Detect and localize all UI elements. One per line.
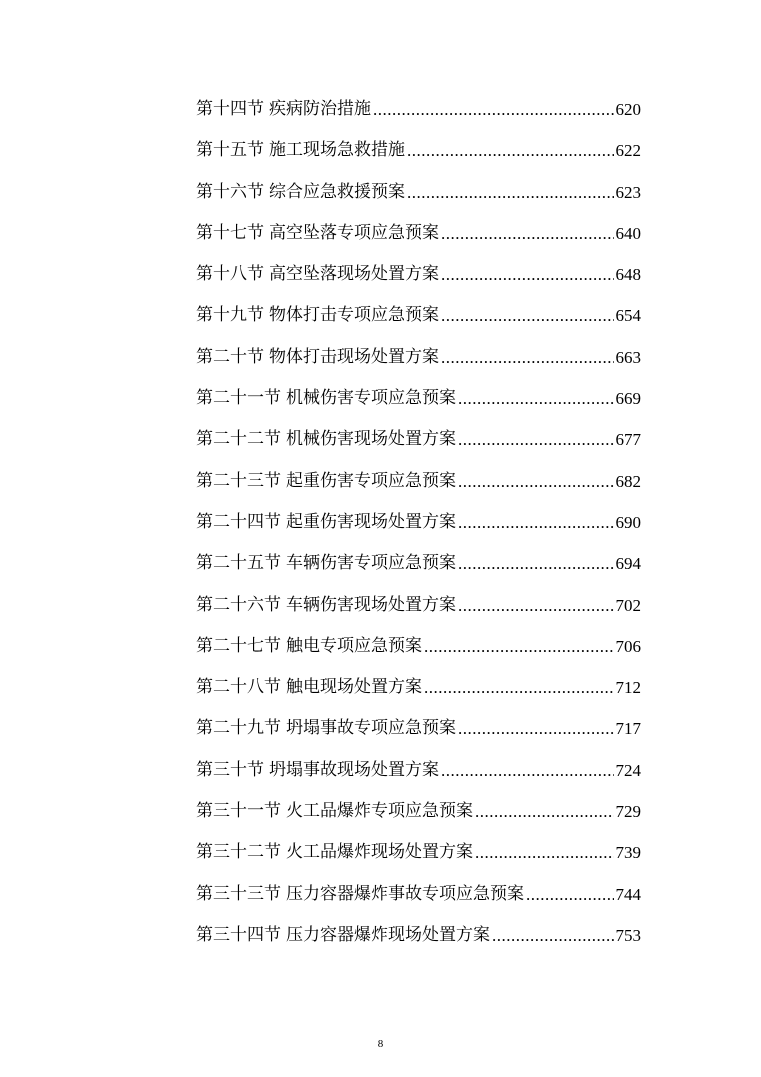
toc-dot-leader: [424, 626, 614, 667]
page-number: 8: [377, 1038, 384, 1050]
toc-entry[interactable]: [196, 667, 641, 708]
toc-page-number: 663: [615, 347, 641, 367]
toc-page-number: 690: [615, 512, 641, 532]
toc-section-number: 第三十一节: [196, 801, 281, 822]
toc-title: 压力容器爆炸事故专项应急预案: [286, 883, 524, 904]
toc-section-number: 第三十三节: [196, 883, 281, 904]
toc-dot-leader: [373, 89, 614, 130]
toc-entry[interactable]: [196, 461, 641, 502]
toc-entry[interactable]: [196, 295, 641, 336]
toc-title: 物体打击专项应急预案: [269, 305, 439, 326]
toc-entry[interactable]: [196, 254, 641, 295]
toc-entry[interactable]: [196, 89, 641, 130]
toc-title: 车辆伤害现场处置方案: [286, 594, 456, 615]
toc-title: 起重伤害现场处置方案: [286, 511, 456, 532]
toc-page-number: 702: [615, 595, 641, 615]
toc-entry[interactable]: [196, 543, 641, 584]
toc-entry[interactable]: [196, 874, 641, 915]
toc-entry[interactable]: [196, 750, 641, 791]
toc-page-number: 753: [615, 925, 641, 945]
toc-title: 综合应急救援预案: [269, 181, 405, 202]
toc-entry[interactable]: [196, 419, 641, 460]
toc-section-number: 第十六节: [196, 181, 264, 202]
toc-dot-leader: [458, 461, 614, 502]
toc-title: 施工现场急救措施: [269, 140, 405, 161]
toc-title: 压力容器爆炸现场处置方案: [286, 924, 490, 945]
toc-section-number: 第三十四节: [196, 924, 281, 945]
toc-dot-leader: [441, 254, 614, 295]
toc-dot-leader: [424, 667, 614, 708]
toc-entry[interactable]: [196, 915, 641, 956]
toc-section-number: 第二十二节: [196, 429, 281, 450]
toc-entry[interactable]: [196, 708, 641, 749]
toc-page-number: 712: [615, 678, 641, 698]
toc-dot-leader: [475, 832, 614, 873]
toc-title: 高空坠落专项应急预案: [269, 222, 439, 243]
toc-page-number: 744: [615, 884, 641, 904]
toc-title: 疾病防治措施: [269, 99, 371, 119]
toc-page-number: 677: [615, 430, 641, 450]
toc-page-number: 739: [615, 843, 641, 863]
toc-section-number: 第二十五节: [196, 553, 281, 574]
toc-title: 触电现场处置方案: [286, 677, 422, 698]
toc-entry[interactable]: [196, 832, 641, 873]
toc-dot-leader: [458, 419, 614, 460]
toc-entry[interactable]: [196, 378, 641, 419]
toc-dot-leader: [441, 295, 614, 336]
toc-entry[interactable]: [196, 626, 641, 667]
toc-entry[interactable]: [196, 585, 641, 626]
toc-title: 物体打击现场处置方案: [269, 346, 439, 367]
toc-section-number: 第二十一节: [196, 388, 281, 409]
toc-title: 触电专项应急预案: [286, 635, 422, 656]
toc-dot-leader: [492, 915, 614, 956]
toc-section-number: 第二十八节: [196, 677, 281, 698]
toc-page-number: 640: [615, 223, 641, 243]
toc-section-number: 第十八节: [196, 264, 264, 285]
toc-title: 车辆伤害专项应急预案: [286, 553, 456, 574]
toc-title: 机械伤害现场处置方案: [286, 429, 456, 450]
toc-title: 起重伤害专项应急预案: [286, 470, 456, 491]
toc-entry[interactable]: [196, 502, 641, 543]
toc-section-number: 第十七节: [196, 222, 264, 243]
toc-section-number: 第二十六节: [196, 594, 281, 615]
toc-dot-leader: [458, 543, 614, 584]
toc-dot-leader: [441, 213, 614, 254]
toc-page-number: 622: [615, 141, 641, 161]
toc-title: 机械伤害专项应急预案: [286, 388, 456, 409]
toc-page-number: 706: [615, 636, 641, 656]
toc-section-number: 第二十三节: [196, 470, 281, 491]
toc-page-number: 682: [615, 471, 641, 491]
toc-page-number: 694: [615, 554, 641, 574]
toc-section-number: 第十四节: [196, 99, 264, 119]
toc-dot-leader: [407, 172, 614, 213]
toc-dot-leader: [458, 378, 614, 419]
toc-page-number: 729: [615, 802, 641, 822]
toc-section-number: 第三十二节: [196, 842, 281, 863]
toc-page-number: 648: [615, 265, 641, 285]
toc-section-number: 第十五节: [196, 140, 264, 161]
toc-dot-leader: [458, 585, 614, 626]
toc-section-number: 第二十七节: [196, 635, 281, 656]
toc-page-number: 623: [615, 182, 641, 202]
toc-page-number: 724: [615, 760, 641, 780]
toc-title: 高空坠落现场处置方案: [269, 264, 439, 285]
toc-page-number: 654: [615, 306, 641, 326]
toc-entry[interactable]: [196, 172, 641, 213]
toc-entry[interactable]: [196, 213, 641, 254]
toc-title: 坍塌事故现场处置方案: [269, 759, 439, 780]
toc-dot-leader: [475, 791, 614, 832]
toc-title: 火工品爆炸现场处置方案: [286, 842, 473, 863]
toc-dot-leader: [526, 874, 614, 915]
toc-dot-leader: [458, 502, 614, 543]
toc-dot-leader: [441, 337, 614, 378]
toc-entry[interactable]: [196, 337, 641, 378]
toc-section-number: 第十九节: [196, 305, 264, 326]
toc-page-number: 620: [615, 100, 641, 119]
toc-dot-leader: [441, 750, 614, 791]
toc-title: 坍塌事故专项应急预案: [286, 718, 456, 739]
table-of-contents: [196, 89, 641, 956]
toc-entry[interactable]: [196, 130, 641, 171]
toc-page-number: 717: [615, 719, 641, 739]
toc-dot-leader: [458, 708, 614, 749]
toc-entry[interactable]: [196, 791, 641, 832]
toc-section-number: 第二十节: [196, 346, 264, 367]
toc-dot-leader: [407, 130, 614, 171]
toc-title: 火工品爆炸专项应急预案: [286, 801, 473, 822]
toc-section-number: 第二十四节: [196, 511, 281, 532]
toc-page-number: 669: [615, 389, 641, 409]
toc-section-number: 第二十九节: [196, 718, 281, 739]
toc-section-number: 第三十节: [196, 759, 264, 780]
